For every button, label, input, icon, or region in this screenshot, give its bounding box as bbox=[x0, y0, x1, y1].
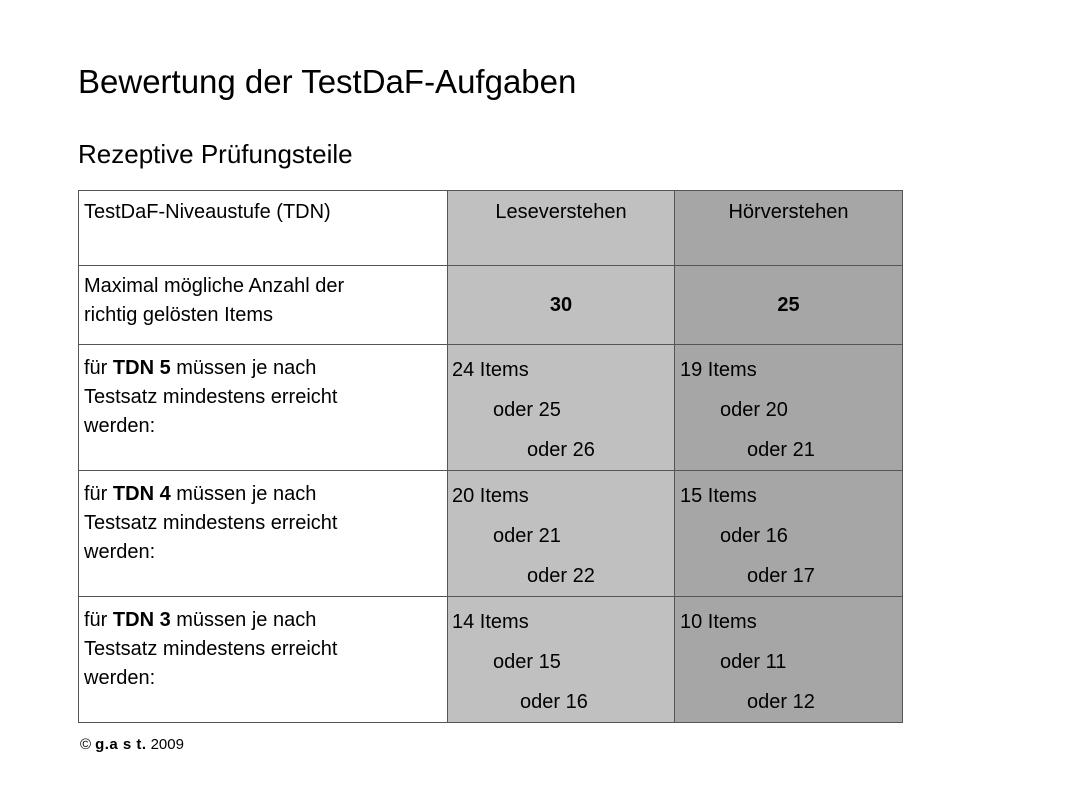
tdn-row-label bbox=[79, 345, 448, 471]
max-items-lese: 30 bbox=[448, 266, 675, 345]
table-row-tdn3 bbox=[79, 597, 903, 723]
lese-values bbox=[448, 345, 675, 471]
label-line3: werden: bbox=[84, 415, 156, 437]
value-third: oder 21 bbox=[747, 439, 815, 461]
value-second: oder 11 bbox=[720, 651, 787, 673]
label-suffix: müssen je nach bbox=[170, 483, 317, 505]
lese-values bbox=[448, 597, 675, 723]
value-first: 14 Items bbox=[452, 611, 529, 633]
label-line2: Testsatz mindestens erreicht bbox=[84, 638, 338, 660]
value-third: oder 16 bbox=[520, 691, 588, 713]
value-third: oder 17 bbox=[747, 565, 815, 587]
max-items-label-line1: Maximal mögliche Anzahl der bbox=[84, 275, 345, 297]
label-suffix: müssen je nach bbox=[170, 609, 317, 631]
max-items-label-line2: richtig gelösten Items bbox=[84, 304, 273, 326]
max-items-hoer: 25 bbox=[675, 266, 903, 345]
tdn-row-label bbox=[79, 597, 448, 723]
header-hoerverstehen: Hörverstehen bbox=[675, 191, 903, 266]
hoer-values bbox=[675, 345, 903, 471]
page-title: Bewertung der TestDaF-Aufgaben bbox=[78, 63, 577, 100]
label-line3: werden: bbox=[84, 667, 156, 689]
tdn-level: TDN 3 bbox=[112, 609, 171, 631]
tdn-level: TDN 5 bbox=[112, 357, 171, 379]
max-items-label bbox=[79, 266, 448, 345]
lese-values bbox=[448, 471, 675, 597]
value-third: oder 12 bbox=[747, 691, 815, 713]
label-suffix: müssen je nach bbox=[170, 357, 317, 379]
label-line2: Testsatz mindestens erreicht bbox=[84, 386, 338, 408]
tdn-row-label bbox=[79, 471, 448, 597]
value-third: oder 26 bbox=[527, 439, 595, 461]
value-second: oder 16 bbox=[720, 525, 788, 547]
hoer-values bbox=[675, 471, 903, 597]
value-third: oder 22 bbox=[527, 565, 595, 587]
value-first: 10 Items bbox=[680, 611, 757, 633]
hoer-values bbox=[675, 597, 903, 723]
value-second: oder 15 bbox=[493, 651, 561, 673]
table-header-row bbox=[79, 191, 903, 266]
label-line2: Testsatz mindestens erreicht bbox=[84, 512, 338, 534]
value-first: 20 Items bbox=[452, 485, 529, 507]
label-prefix: für bbox=[84, 357, 113, 379]
table-row-tdn4 bbox=[79, 471, 903, 597]
header-label-cell: TestDaF-Niveaustufe (TDN) bbox=[79, 191, 448, 266]
brand-name: g.a s t. bbox=[95, 736, 147, 753]
label-prefix: für bbox=[84, 483, 113, 505]
label-line3: werden: bbox=[84, 541, 156, 563]
scoring-table bbox=[78, 190, 903, 723]
tdn-level: TDN 4 bbox=[112, 483, 171, 505]
header-leseverstehen: Leseverstehen bbox=[448, 191, 675, 266]
value-second: oder 21 bbox=[493, 525, 561, 547]
value-second: oder 25 bbox=[493, 399, 561, 421]
section-subtitle: Rezeptive Prüfungsteile bbox=[78, 139, 353, 169]
label-prefix: für bbox=[84, 609, 113, 631]
copyright-year: 2009 bbox=[150, 736, 184, 753]
table-row-tdn5 bbox=[79, 345, 903, 471]
max-items-row bbox=[79, 266, 903, 345]
value-first: 24 Items bbox=[452, 359, 529, 381]
copyright-footer bbox=[80, 736, 184, 753]
value-first: 19 Items bbox=[680, 359, 757, 381]
copyright-icon: © bbox=[80, 736, 92, 753]
value-second: oder 20 bbox=[720, 399, 788, 421]
value-first: 15 Items bbox=[680, 485, 757, 507]
